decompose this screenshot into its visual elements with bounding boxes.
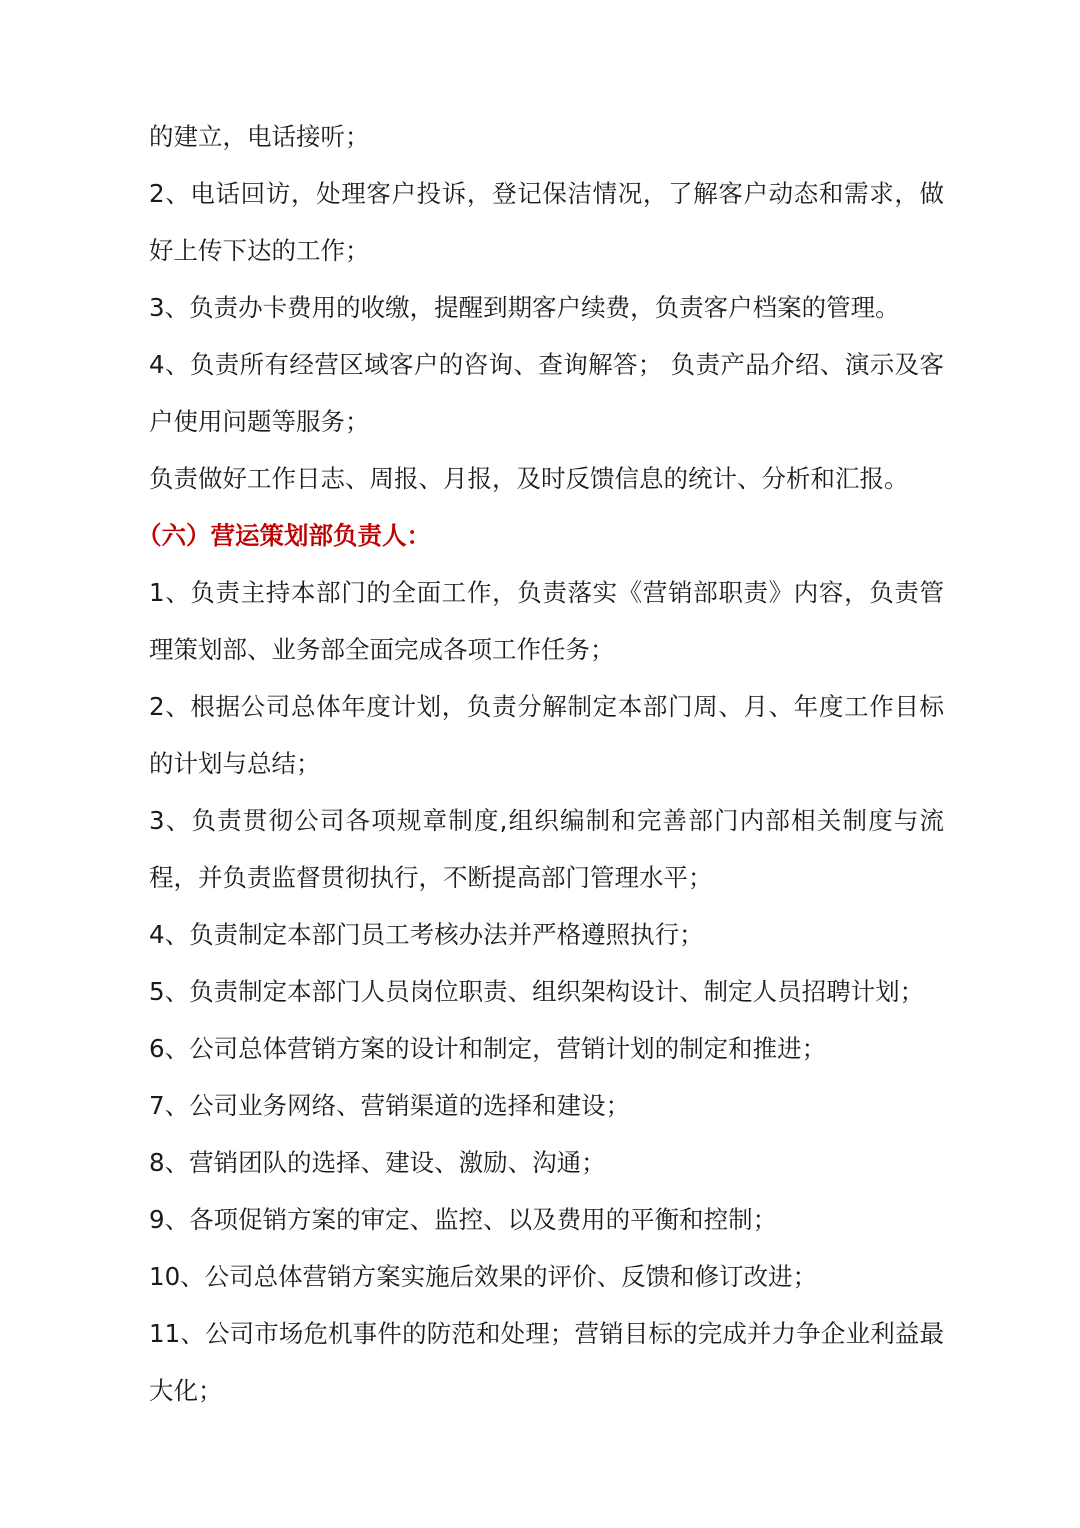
section-heading [137,507,944,564]
list-item: 9、各项促销方案的审定、监控、以及费用的平衡和控制； [149,1205,778,1234]
paragraph-line: 2、电话回访，处理客户投诉，登记保洁情况，了解客户动态和需求，做好上传下达的工作； [149,179,944,265]
list-item: 5、负责制定本部门人员岗位职责、组织架构设计、制定人员招聘计划； [149,977,925,1006]
list-item: 7、公司业务网络、营销渠道的选择和建设； [149,1091,631,1120]
paragraph-line: 的建立，电话接听； [149,122,370,151]
section-heading-text: （六）营运策划部负责人： [137,521,431,550]
list-item: 11、公司市场危机事件的防范和处理；营销目标的完成并力争企业利益最大化； [149,1319,944,1405]
list-item: 1、负责主持本部门的全面工作，负责落实《营销部职责》内容，负责管理策划部、业务部全面完成各项工作任务； [149,578,944,664]
document-body [137,108,944,1419]
list-item: 10、公司总体营销方案实施后效果的评价、反馈和修订改进； [149,1262,818,1291]
list-item: 3、负责贯彻公司各项规章制度,组织编制和完善部门内部相关制度与流程，并负责监督贯彻执行，不断提高部门管理水平； [149,806,944,892]
paragraph-line: 负责做好工作日志、周报、月报，及时反馈信息的统计、分析和汇报。 [149,464,909,493]
list-item: 6、公司总体营销方案的设计和制定，营销计划的制定和推进； [149,1034,827,1063]
list-item: 4、负责制定本部门员工考核办法并严格遵照执行； [149,920,704,949]
paragraph-line: 4、负责所有经营区域客户的咨询、查询解答； 负责产品介绍、演示及客户使用问题等服务； [149,350,944,436]
paragraph-line: 3、负责办卡费用的收缴，提醒到期客户续费，负责客户档案的管理。 [149,293,900,322]
list-item: 8、营销团队的选择、建设、激励、沟通； [149,1148,606,1177]
list-item: 2、根据公司总体年度计划，负责分解制定本部门周、月、年度工作目标的计划与总结； [149,692,944,778]
